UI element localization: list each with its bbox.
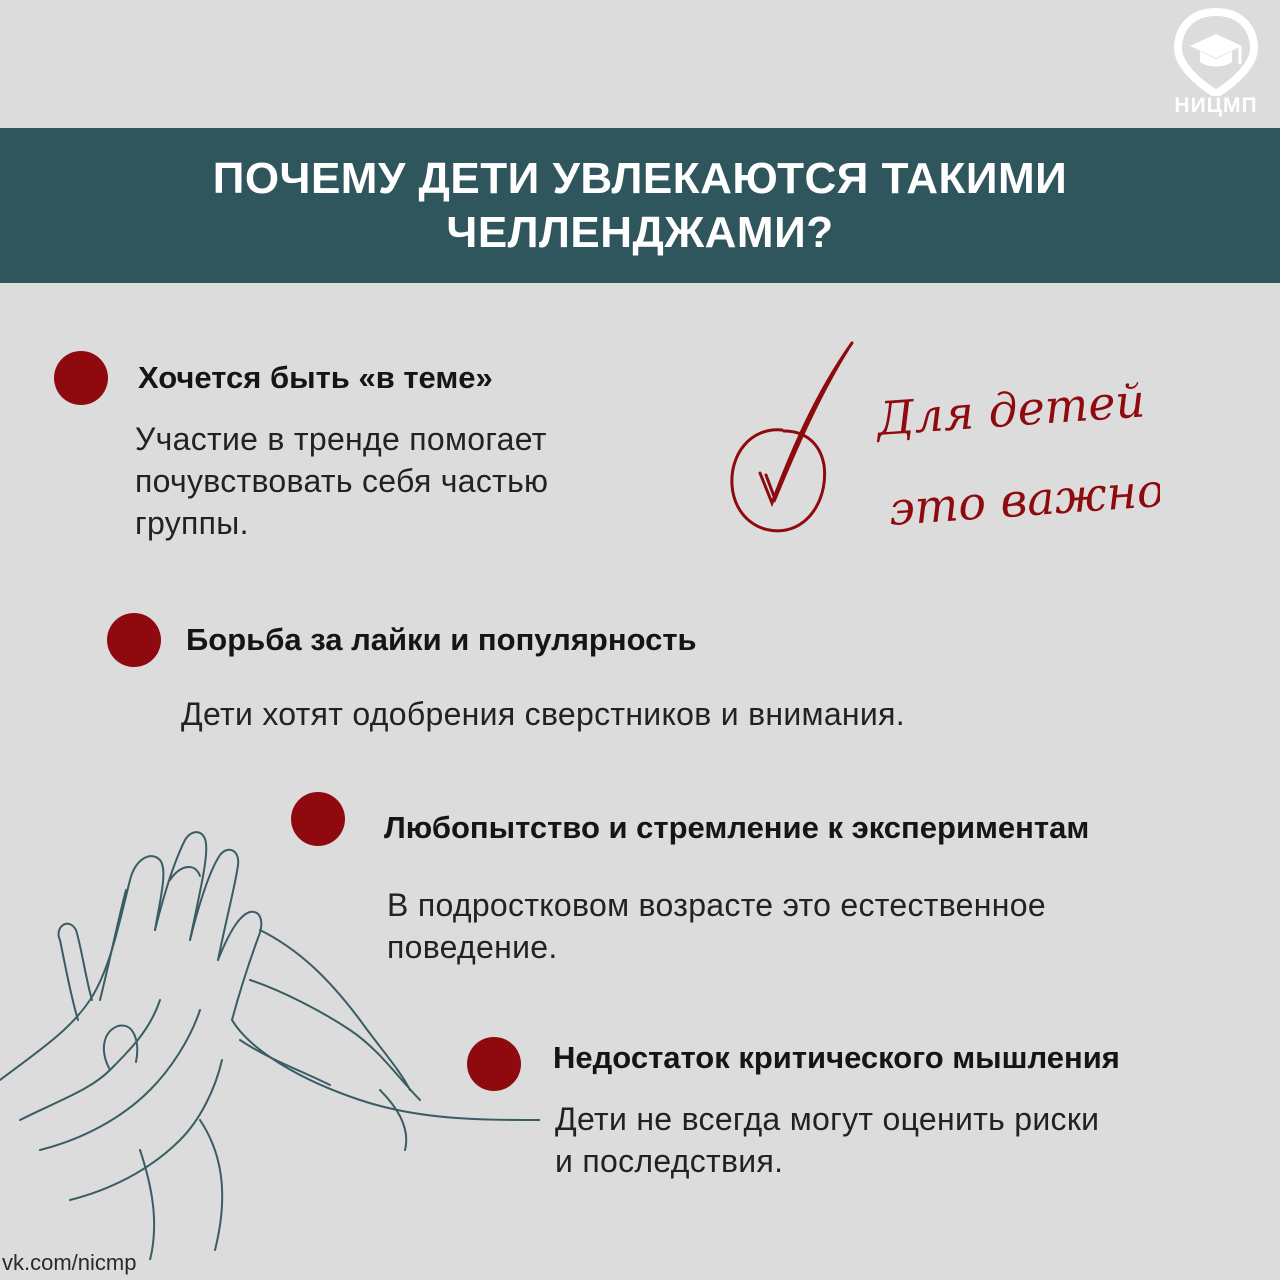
item-4-body-line-1: Дети не всегда могут оценить риски xyxy=(555,1101,1100,1137)
item-1-body-line-1: Участие в тренде помогает xyxy=(135,421,547,457)
checkmark-circle-icon xyxy=(732,343,852,531)
item-3-heading: Любопытство и стремление к экспериментам xyxy=(384,810,1090,845)
item-4-body-line-2: и последствия. xyxy=(555,1143,784,1179)
logo-text: НИЦМП xyxy=(1174,94,1258,117)
page-title-line-1: ПОЧЕМУ ДЕТИ УВЛЕКАЮТСЯ ТАКИМИ xyxy=(212,153,1068,203)
item-2-heading: Борьба за лайки и популярность xyxy=(186,622,697,657)
item-1-body-line-3: группы. xyxy=(135,505,249,541)
note-line-2: это важно! xyxy=(887,461,1160,536)
item-4-heading: Недостаток критического мышления xyxy=(553,1040,1120,1075)
logo xyxy=(1160,6,1272,122)
bullet-dot-4 xyxy=(467,1037,521,1091)
item-2-body-line-1: Дети хотят одобрения сверстников и внимания. xyxy=(181,696,905,732)
item-1-heading: Хочется быть «в теме» xyxy=(138,360,493,395)
item-3-body xyxy=(387,884,1046,968)
note-line-1: Для детей xyxy=(875,373,1147,446)
item-3-body-line-2: поведение. xyxy=(387,929,558,965)
bullet-dot-1 xyxy=(54,351,108,405)
handwritten-note xyxy=(720,335,1160,550)
page-title-line-2: ЧЕЛЛЕНДЖАМИ? xyxy=(446,207,834,257)
item-2-body xyxy=(181,693,905,735)
bullet-dot-3 xyxy=(291,792,345,846)
title-banner xyxy=(0,128,1280,283)
item-1-body xyxy=(135,418,548,544)
item-1-body-line-2: почувствовать себя частью xyxy=(135,463,549,499)
footer-link[interactable]: vk.com/nicmp xyxy=(2,1250,137,1275)
bullet-dot-2 xyxy=(107,613,161,667)
item-3-body-line-1: В подростковом возрасте это естественное xyxy=(387,887,1046,923)
graduation-cap-pin-icon xyxy=(1160,6,1272,96)
item-4-body xyxy=(555,1098,1099,1182)
